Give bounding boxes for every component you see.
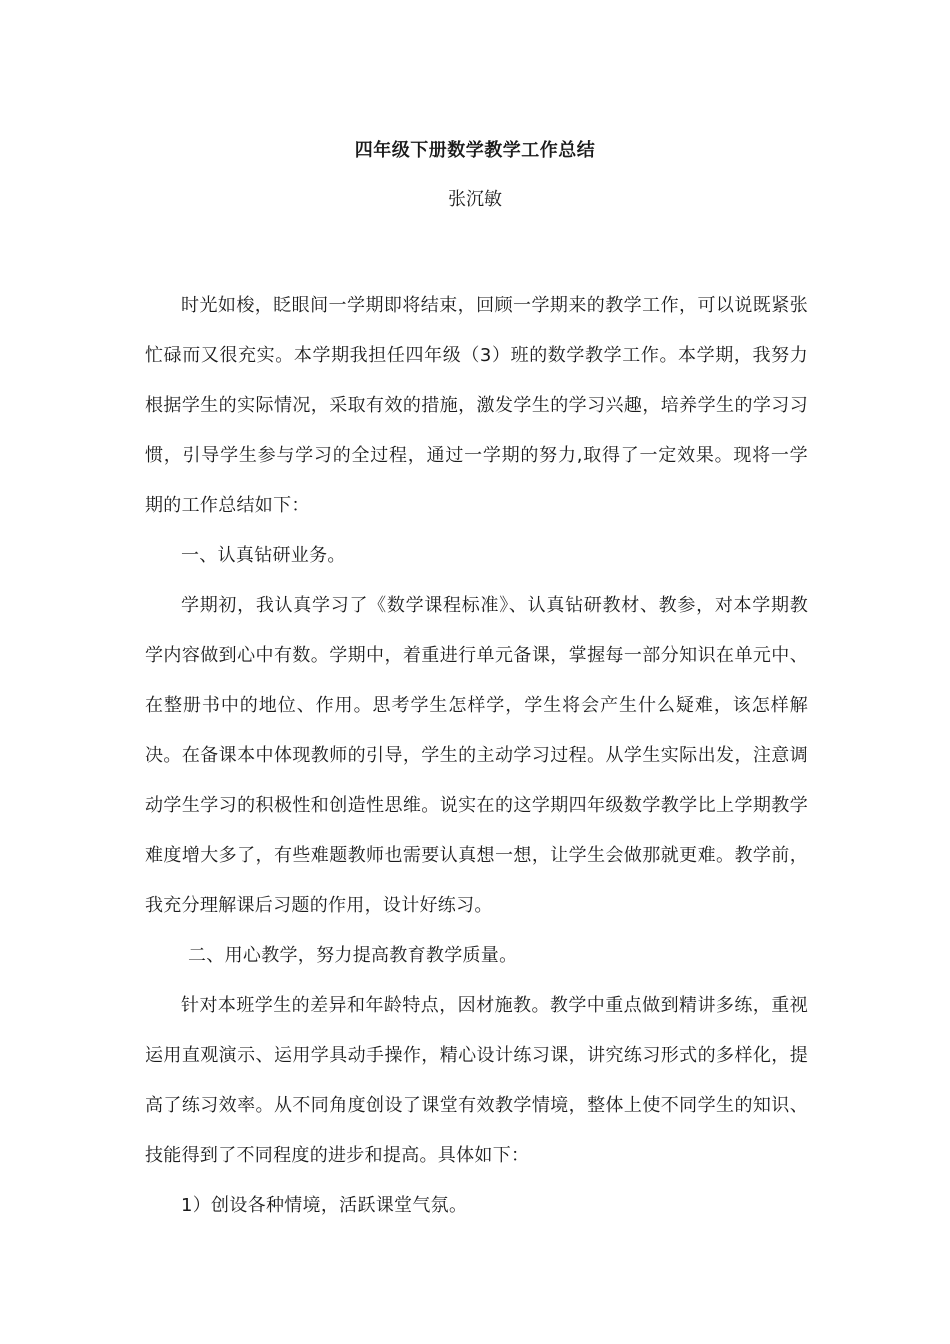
subsection-heading-1: 1）创设各种情境，活跃课堂气氛。	[181, 1195, 468, 1216]
document-author: 张沉敏	[448, 189, 502, 210]
document-body	[145, 281, 808, 1231]
paragraph-intro: 时光如梭，眨眼间一学期即将结束，回顾一学期来的教学工作，可以说既紧张忙碌而又很充实。本学期我担任四年级（3）班的数学教学工作。本学期，我努力根据学生的实际情况，采取有效的措施，激发学生的学习兴趣，培养学生的学习习惯，引导学生参与学习的全过程，通过一学期的努力,取得了一定效果。现将一学期的工作总结如下：	[145, 295, 808, 516]
section-heading-1: 一、认真钻研业务。	[181, 545, 346, 566]
document-title: 四年级下册数学教学工作总结	[354, 140, 596, 161]
paragraph-section-1: 学期初，我认真学习了《数学课程标准》、认真钻研教材、教参，对本学期教学内容做到心中有数。学期中，着重进行单元备课，掌握每一部分知识在单元中、在整册书中的地位、作用。思考学生怎样学，学生将会产生什么疑难，该怎样解决。在备课本中体现教师的引导，学生的主动学习过程。从学生实际出发，注意调动学生学习的积极性和创造性思维。说实在的这学期四年级数学教学比上学期教学难度增大多了，有些难题教师也需要认真想一想，让学生会做那就更难。教学前，我充分理解课后习题的作用，设计好练习。	[145, 595, 808, 916]
section-heading-2: 二、用心教学，努力提高教育教学质量。	[188, 945, 518, 966]
paragraph-section-2: 针对本班学生的差异和年龄特点，因材施教。教学中重点做到精讲多练，重视运用直观演示、运用学具动手操作，精心设计练习课，讲究练习形式的多样化，提高了练习效率。从不同角度创设了课堂有效教学情境，整体上使不同学生的知识、技能得到了不同程度的进步和提高。具体如下：	[145, 995, 808, 1166]
